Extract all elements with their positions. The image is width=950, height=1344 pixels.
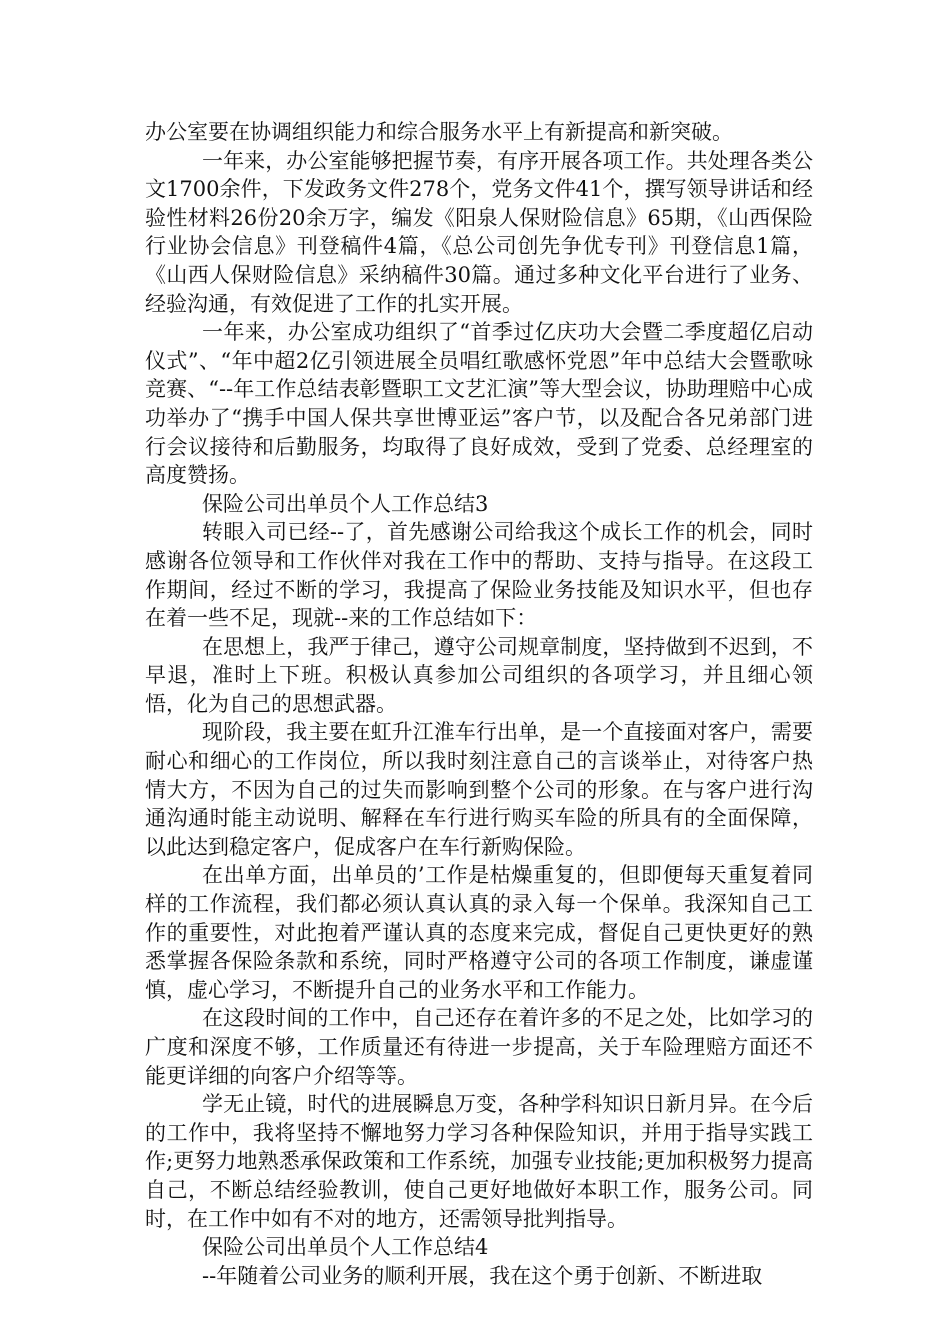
paragraph-current-stage: 现阶段，我主要在虹升江淮车行出单，是一个直接面对客户，需要耐心和细心的工作岗位，所以我时刻注意自己的言谈举止，对待客户热情大方，不因为自己的过失而影响到整个公司的形象。在与客户进行沟通沟通时能主动说明、解释在车行进行购买车险的所具有的全面保障，以此达到稳定客户，促成客户在车行新购保险。 (145, 720, 813, 859)
paragraph-intro: 转眼入司已经--了，首先感谢公司给我这个成长工作的机会，同时感谢各位领导和工作伙伴对我在工作中的帮助、支持与指导。在这段工作期间，经过不断的学习，我提高了保险业务技能及知识水平，但也存在着一些不足，现就--来的工作总结如下： (145, 520, 813, 631)
section-heading-4: 保险公司出单员个人工作总结4 (202, 1235, 489, 1260)
section-heading-3: 保险公司出单员个人工作总结3 (202, 491, 489, 516)
paragraph-shortcomings: 在这段时间的工作中，自己还存在着许多的不足之处，比如学习的广度和深度不够，工作质量还有待进一步提高，关于车险理赔方面还不能更详细的向客户介绍等等。 (145, 1006, 813, 1088)
paragraph-year-start: --年随着公司业务的顺利开展，我在这个勇于创新、不断进取 (202, 1263, 763, 1288)
paragraph-document-stats: 一年来，办公室能够把握节奏，有序开展各项工作。共处理各类公文1700余件，下发政务文件278个，党务文件41个，撰写领导讲话和经验性材料26份20余万字，编发《阳泉人保财险信息》65期，《山西保险行业协会信息》刊登稿件4篇，《总公司创先争优专刊》刊登信息1篇，《山西人保财险信息》采纳稿件30篇。通过多种文化平台进行了业务、经验沟通，有效促进了工作的扎实开展。 (145, 148, 813, 316)
paragraph-meetings: 一年来，办公室成功组织了“首季过亿庆功大会暨二季度超亿启动仪式”、“年中超2亿引领进展全员唱红歌感怀党恩”年中总结大会暨歌咏竞赛、“--年工作总结表彰暨职工文艺汇演”等大型会议，协助理赔中心成功举办了“携手中国人保共享世博亚运”客户节，以及配合各兄弟部门进行会议接待和后勤服务，均取得了良好成效，受到了党委、总经理室的高度赞扬。 (145, 320, 813, 488)
paragraph-office-goal: 办公室要在协调组织能力和综合服务水平上有新提高和新突破。 (145, 120, 733, 144)
paragraph-thinking: 在思想上，我严于律己，遵守公司规章制度，坚持做到不迟到，不早退，准时上下班。积极认真参加公司组织的各项学习，并且细心领悟，化为自己的思想武器。 (145, 634, 813, 716)
paragraph-future: 学无止镜，时代的进展瞬息万变，各种学科知识日新月异。在今后的工作中，我将坚持不懈地努力学习各种保险知识，并用于指导实践工作;更努力地熟悉承保政策和工作系统，加强专业技能;更加积极努力提高自己，不断总结经验教训，使自己更好地做好本职工作，服务公司。同时，在工作中如有不对的地方，还需领导批判指导。 (145, 1092, 813, 1231)
paragraph-issuing: 在出单方面，出单员的’工作是枯燥重复的，但即便每天重复着同样的工作流程，我们都必须认真认真的录入每一个保单。我深知自己工作的重要性，对此抱着严谨认真的态度来完成，督促自己更快更好的熟悉掌握各保险条款和系统，同时严格遵守公司的各项工作制度，谦虚谨慎，虚心学习，不断提升自己的业务水平和工作能力。 (145, 863, 813, 1002)
document-body (145, 118, 813, 1290)
